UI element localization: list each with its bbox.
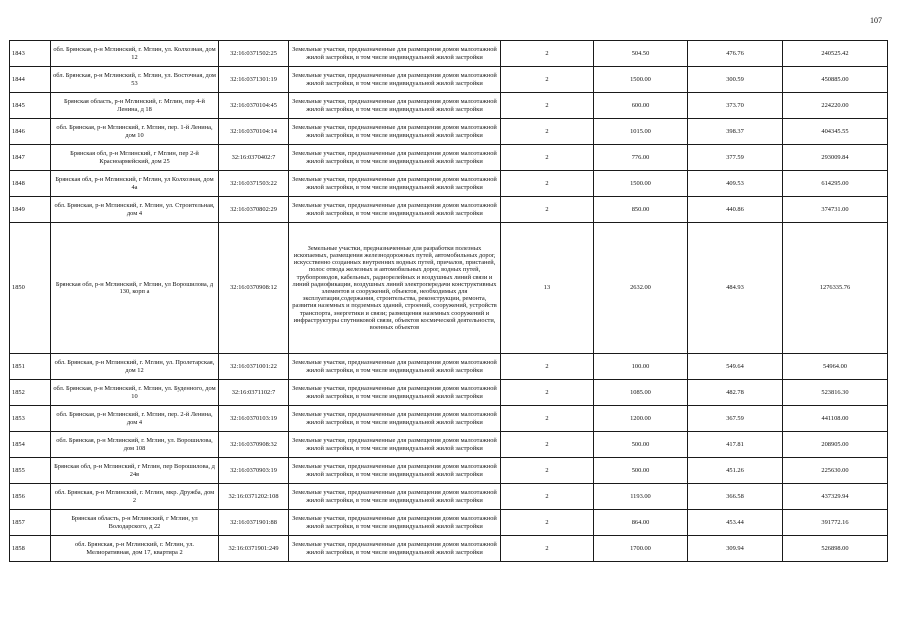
row-number: 1850	[10, 223, 51, 354]
row-number: 1849	[10, 197, 51, 223]
category-cell: 2	[501, 354, 594, 380]
specific-value-cell: 367.59	[688, 406, 783, 432]
address-cell: обл. Брянская, р-н Мглинский, г. Мглин, ул. Буденного, дом 10	[51, 380, 219, 406]
row-number: 1852	[10, 380, 51, 406]
cadastral-number-cell: 32:16:0371901:88	[219, 510, 289, 536]
area-cell: 1085.00	[594, 380, 688, 406]
table-row	[10, 171, 888, 197]
address-cell: обл. Брянская, р-н Мглинский, г. Мглин, ул. Пролетарская, дом 12	[51, 354, 219, 380]
address-cell: Брянская обл, р-н Мглинский, г Мглин, ул Ворошилова, д 130, корп а	[51, 223, 219, 354]
cadastral-value-cell: 54964.00	[783, 354, 888, 380]
area-cell: 1700.00	[594, 536, 688, 562]
cadastral-value-cell: 450885.00	[783, 67, 888, 93]
address-cell: Брянская область, р-н Мглинский, г. Мглин, пер 4-й Ленина, д 18	[51, 93, 219, 119]
specific-value-cell: 549.64	[688, 354, 783, 380]
address-cell: Брянская область, р-н Мглинский, г Мглин, ул Володарского, д 22	[51, 510, 219, 536]
row-number: 1843	[10, 41, 51, 67]
cadastral-value-cell: 224220.00	[783, 93, 888, 119]
page-number: 107	[870, 16, 882, 25]
cadastral-value-cell: 225630.00	[783, 458, 888, 484]
category-cell: 2	[501, 510, 594, 536]
area-cell: 100.00	[594, 354, 688, 380]
specific-value-cell: 377.59	[688, 145, 783, 171]
address-cell: обл. Брянская, р-н Мглинский, г. Мглин, ул. Строительная, дом 4	[51, 197, 219, 223]
permitted-use-cell: Земельные участки, предназначенные для размещения домов малоэтажной жилой застройки, в том числе индивидуальной жилой застройки	[289, 380, 501, 406]
address-cell: обл. Брянская, р-н Мглинский, г. Мглин, ул. Колхозная, дом 12	[51, 41, 219, 67]
row-number: 1848	[10, 171, 51, 197]
area-cell: 504.50	[594, 41, 688, 67]
specific-value-cell: 417.81	[688, 432, 783, 458]
row-number: 1857	[10, 510, 51, 536]
area-cell: 864.00	[594, 510, 688, 536]
table-row	[10, 458, 888, 484]
area-cell: 2632.00	[594, 223, 688, 354]
cadastral-value-cell: 614295.00	[783, 171, 888, 197]
area-cell: 850.00	[594, 197, 688, 223]
category-cell: 2	[501, 432, 594, 458]
area-cell: 1015.00	[594, 119, 688, 145]
area-cell: 1500.00	[594, 67, 688, 93]
category-cell: 13	[501, 223, 594, 354]
category-cell: 2	[501, 458, 594, 484]
table-row	[10, 536, 888, 562]
cadastral-value-cell: 391772.16	[783, 510, 888, 536]
cadastral-number-cell: 32:16:0370908:32	[219, 432, 289, 458]
cadastral-number-cell: 32:16:0371102:7	[219, 380, 289, 406]
category-cell: 2	[501, 67, 594, 93]
cadastral-number-cell: 32:16:0370104:45	[219, 93, 289, 119]
cadastral-number-cell: 32:16:0370402:7	[219, 145, 289, 171]
permitted-use-cell: Земельные участки, предназначенные для размещения домов малоэтажной жилой застройки, в том числе индивидуальной жилой застройки	[289, 432, 501, 458]
cadastral-value-cell: 374731.00	[783, 197, 888, 223]
cadastral-number-cell: 32:16:0371901:249	[219, 536, 289, 562]
area-cell: 500.00	[594, 432, 688, 458]
specific-value-cell: 398.37	[688, 119, 783, 145]
row-number: 1851	[10, 354, 51, 380]
row-number: 1855	[10, 458, 51, 484]
category-cell: 2	[501, 197, 594, 223]
specific-value-cell: 451.26	[688, 458, 783, 484]
cadastral-number-cell: 32:16:0371001:22	[219, 354, 289, 380]
cadastral-value-cell: 441108.00	[783, 406, 888, 432]
address-cell: Брянская обл, р-н Мглинский, г Мглин, пер 2-й Красноармейский, дом 25	[51, 145, 219, 171]
permitted-use-cell: Земельные участки, предназначенные для размещения домов малоэтажной жилой застройки, в том числе индивидуальной жилой застройки	[289, 41, 501, 67]
permitted-use-cell: Земельные участки, предназначенные для размещения домов малоэтажной жилой застройки, в том числе индивидуальной жилой застройки	[289, 197, 501, 223]
area-cell: 776.00	[594, 145, 688, 171]
permitted-use-cell: Земельные участки, предназначенные для размещения домов малоэтажной жилой застройки, в том числе индивидуальной жилой застройки	[289, 119, 501, 145]
permitted-use-cell: Земельные участки, предназначенные для разработки полезных ископаемых, размещения железнодорожных путей, автомобильных дорог, искусственно созданных внутренних водных путей, причалов, пристаней, полос отвода железных и автомобильных дорог, водных путей, трубопроводов, кабельных, радиорелейных и воздушных линий связи и линий радиофикации, воздушных линий электропередачи конструктивных элементов и сооружений, объектов, необходимых для эксплуатации,содержания, строительства, реконструкции, ремонта, развития наземных и подземных зданий, строений, сооружений, устройств транспорта, энергетики и связи; размещения наземных сооружений и инфраструктуры спутниковой связи, объектов космической деятельности, военных объектов	[289, 223, 501, 354]
row-number: 1853	[10, 406, 51, 432]
address-cell: обл. Брянская, р-н Мглинский, г. Мглин, пер. 2-й Ленина, дом 4	[51, 406, 219, 432]
specific-value-cell: 476.76	[688, 41, 783, 67]
cadastral-value-cell: 208905.00	[783, 432, 888, 458]
table-row	[10, 119, 888, 145]
cadastral-value-cell: 404345.55	[783, 119, 888, 145]
cadastral-number-cell: 32:16:0370104:14	[219, 119, 289, 145]
cadastral-number-cell: 32:16:0370802:29	[219, 197, 289, 223]
table-row	[10, 510, 888, 536]
table-body	[10, 41, 888, 562]
row-number: 1845	[10, 93, 51, 119]
cadastral-value-cell: 526898.00	[783, 536, 888, 562]
table-row	[10, 380, 888, 406]
cadastral-value-cell: 437329.94	[783, 484, 888, 510]
area-cell: 600.00	[594, 93, 688, 119]
table-row	[10, 197, 888, 223]
category-cell: 2	[501, 484, 594, 510]
permitted-use-cell: Земельные участки, предназначенные для размещения домов малоэтажной жилой застройки, в том числе индивидуальной жилой застройки	[289, 484, 501, 510]
permitted-use-cell: Земельные участки, предназначенные для размещения домов малоэтажной жилой застройки, в том числе индивидуальной жилой застройки	[289, 67, 501, 93]
cadastral-number-cell: 32:16:0371202:108	[219, 484, 289, 510]
address-cell: обл. Брянская, р-н Мглинский, г. Мглин, ул. Мелиоративная, дом 17, квартира 2	[51, 536, 219, 562]
table-row	[10, 406, 888, 432]
specific-value-cell: 484.93	[688, 223, 783, 354]
permitted-use-cell: Земельные участки, предназначенные для размещения домов малоэтажной жилой застройки, в том числе индивидуальной жилой застройки	[289, 536, 501, 562]
specific-value-cell: 409.53	[688, 171, 783, 197]
cadastral-value-cell: 1276335.76	[783, 223, 888, 354]
specific-value-cell: 309.94	[688, 536, 783, 562]
area-cell: 1500.00	[594, 171, 688, 197]
address-cell: обл. Брянская, р-н Мглинский, г. Мглин, мкр. Дружба, дом 2	[51, 484, 219, 510]
row-number: 1856	[10, 484, 51, 510]
cadastral-value-cell: 293009.84	[783, 145, 888, 171]
specific-value-cell: 440.86	[688, 197, 783, 223]
permitted-use-cell: Земельные участки, предназначенные для размещения домов малоэтажной жилой застройки, в том числе индивидуальной жилой застройки	[289, 406, 501, 432]
table-row	[10, 145, 888, 171]
category-cell: 2	[501, 171, 594, 197]
permitted-use-cell: Земельные участки, предназначенные для размещения домов малоэтажной жилой застройки, в том числе индивидуальной жилой застройки	[289, 145, 501, 171]
table-row	[10, 67, 888, 93]
area-cell: 500.00	[594, 458, 688, 484]
cadastral-number-cell: 32:16:0370903:19	[219, 458, 289, 484]
category-cell: 2	[501, 536, 594, 562]
specific-value-cell: 300.59	[688, 67, 783, 93]
table-row	[10, 354, 888, 380]
specific-value-cell: 453.44	[688, 510, 783, 536]
row-number: 1844	[10, 67, 51, 93]
table-row	[10, 93, 888, 119]
cadastral-value-cell: 523816.30	[783, 380, 888, 406]
permitted-use-cell: Земельные участки, предназначенные для размещения домов малоэтажной жилой застройки, в том числе индивидуальной жилой застройки	[289, 458, 501, 484]
specific-value-cell: 482.78	[688, 380, 783, 406]
address-cell: Брянская обл, р-н Мглинский, г Мглин, пер Ворошилова, д 24в	[51, 458, 219, 484]
cadastral-number-cell: 32:16:0371503:22	[219, 171, 289, 197]
row-number: 1847	[10, 145, 51, 171]
land-registry-table	[9, 40, 888, 562]
row-number: 1846	[10, 119, 51, 145]
row-number: 1854	[10, 432, 51, 458]
table-row	[10, 484, 888, 510]
cadastral-number-cell: 32:16:0370103:19	[219, 406, 289, 432]
category-cell: 2	[501, 93, 594, 119]
address-cell: Брянская обл, р-н Мглинский, г Мглин, ул Колхозная, дом 4а	[51, 171, 219, 197]
area-cell: 1193.00	[594, 484, 688, 510]
permitted-use-cell: Земельные участки, предназначенные для размещения домов малоэтажной жилой застройки, в том числе индивидуальной жилой застройки	[289, 93, 501, 119]
address-cell: обл. Брянская, р-н Мглинский, г. Мглин, пер. 1-й Ленина, дом 10	[51, 119, 219, 145]
table-row	[10, 432, 888, 458]
category-cell: 2	[501, 406, 594, 432]
table-row	[10, 223, 888, 354]
table-row	[10, 41, 888, 67]
specific-value-cell: 366.58	[688, 484, 783, 510]
category-cell: 2	[501, 380, 594, 406]
permitted-use-cell: Земельные участки, предназначенные для размещения домов малоэтажной жилой застройки, в том числе индивидуальной жилой застройки	[289, 510, 501, 536]
cadastral-number-cell: 32:16:0371502:25	[219, 41, 289, 67]
specific-value-cell: 373.70	[688, 93, 783, 119]
permitted-use-cell: Земельные участки, предназначенные для размещения домов малоэтажной жилой застройки, в том числе индивидуальной жилой застройки	[289, 354, 501, 380]
category-cell: 2	[501, 41, 594, 67]
address-cell: обл. Брянская, р-н Мглинский, г. Мглин, ул. Восточная, дом 53	[51, 67, 219, 93]
cadastral-number-cell: 32:16:0371301:19	[219, 67, 289, 93]
cadastral-number-cell: 32:16:0370908:12	[219, 223, 289, 354]
permitted-use-cell: Земельные участки, предназначенные для размещения домов малоэтажной жилой застройки, в том числе индивидуальной жилой застройки	[289, 171, 501, 197]
address-cell: обл. Брянская, р-н Мглинский, г. Мглин, ул. Ворошилова, дом 108	[51, 432, 219, 458]
category-cell: 2	[501, 145, 594, 171]
cadastral-value-cell: 240525.42	[783, 41, 888, 67]
area-cell: 1200.00	[594, 406, 688, 432]
row-number: 1858	[10, 536, 51, 562]
category-cell: 2	[501, 119, 594, 145]
